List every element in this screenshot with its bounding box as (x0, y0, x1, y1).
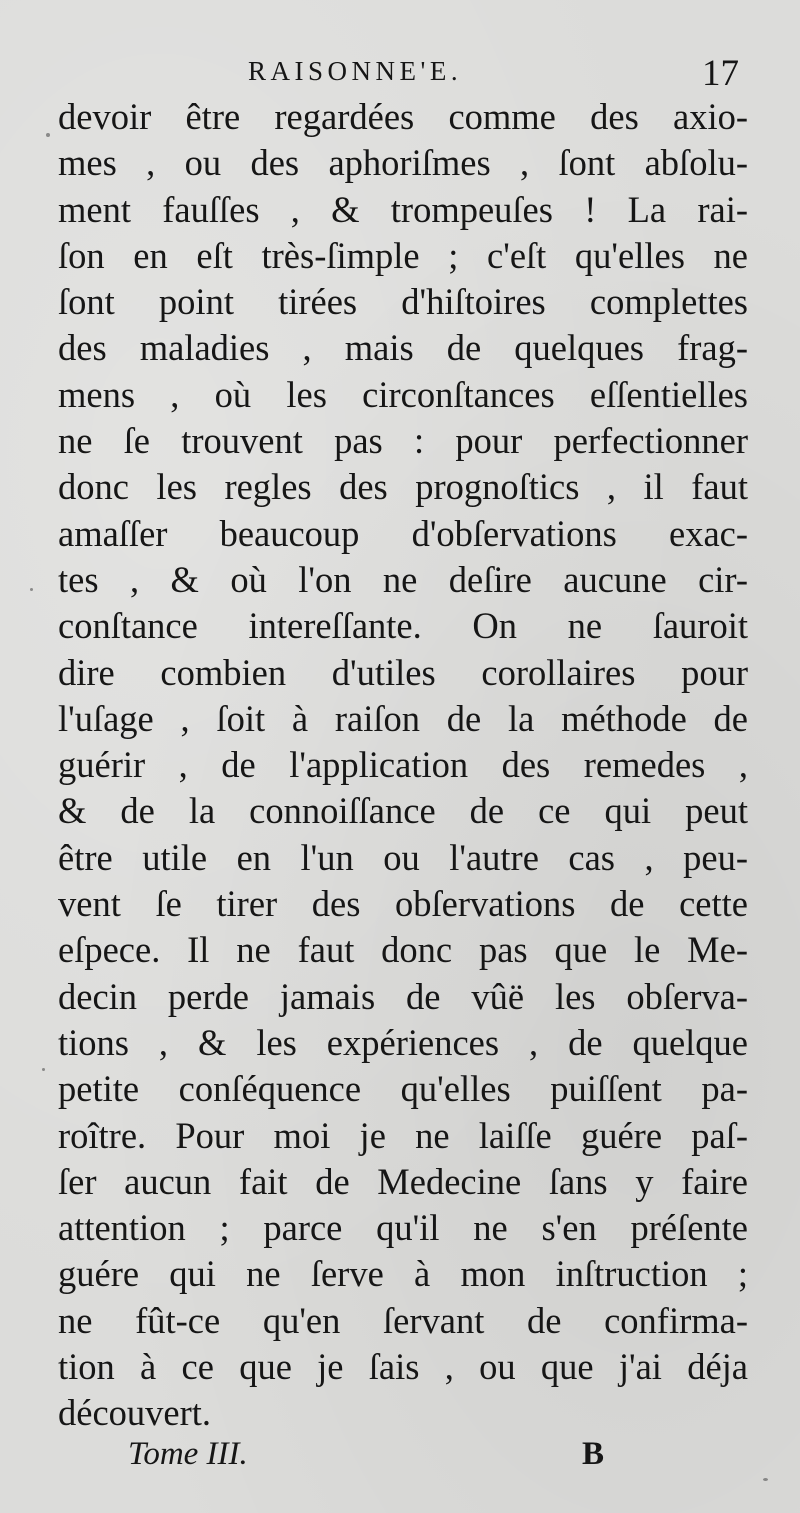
paper-speck (46, 133, 50, 137)
text-line: vent ſe tirer des obſervations de cette (58, 883, 748, 925)
text-line: découvert. (58, 1392, 212, 1434)
text-line: ne ſe trouvent pas : pour perfectionner (58, 420, 748, 462)
text-line: des maladies , mais de quelques frag- (58, 327, 748, 369)
page-footer (0, 1436, 800, 1486)
paper-speck (763, 1478, 768, 1481)
text-line: amaſſer beaucoup d'obſervations exac- (58, 512, 748, 554)
text-line: ſont point tirées d'hiſtoires complettes (58, 281, 748, 323)
text-line: roître. Pour moi je ne laiſſe guére paſ- (58, 1114, 748, 1156)
text-line: mes , ou des aphoriſmes , ſont abſolu- (58, 142, 748, 184)
text-line: ment fauſſes , & trompeuſes ! La rai- (58, 188, 748, 230)
text-line: mens , où les circonſtances eſſentielles (58, 373, 748, 415)
page-number: 17 (702, 53, 739, 94)
text-line: tion à ce que je ſais , ou que j'ai déja (58, 1346, 748, 1388)
text-line: ſer aucun fait de Medecine ſans y faire (58, 1160, 748, 1202)
text-line: dire combien d'utiles corollaires pour (58, 651, 748, 693)
text-line: être utile en l'un ou l'autre cas , peu- (58, 836, 748, 878)
text-line: & de la connoiſſance de ce qui peut (58, 790, 748, 832)
running-head: RAISONNE'E. (248, 56, 463, 86)
text-line: tes , & où l'on ne deſire aucune cir- (58, 558, 748, 600)
text-line: decin perde jamais de vûë les obſerva- (58, 975, 748, 1017)
paper-speck (30, 588, 33, 591)
signature-mark: B (582, 1436, 605, 1472)
text-line: ne fût-ce qu'en ſervant de confirma- (58, 1299, 748, 1341)
paper-speck (42, 1068, 45, 1071)
text-line: guére qui ne ſerve à mon inſtruction ; (58, 1253, 748, 1295)
text-line: petite conſéquence qu'elles puiſſent pa- (58, 1068, 748, 1110)
text-line: guérir , de l'application des remedes , (58, 744, 748, 786)
body-text (58, 94, 748, 1437)
text-line: eſpece. Il ne faut donc pas que le Me- (58, 929, 748, 971)
text-line: conſtance intereſſante. On ne ſauroit (58, 605, 748, 647)
volume-label: Tome III. (128, 1436, 248, 1472)
text-line: devoir être regardées comme des axio- (58, 96, 748, 137)
text-line: donc les regles des prognoſtics , il faut (58, 466, 748, 508)
text-line: tions , & les expériences , de quelque (58, 1021, 748, 1063)
text-line: attention ; parce qu'il ne s'en préſente (58, 1207, 748, 1249)
text-line: l'uſage , ſoit à raiſon de la méthode de (58, 697, 748, 739)
text-line: ſon en eſt très-ſimple ; c'eſt qu'elles ne (58, 234, 748, 276)
